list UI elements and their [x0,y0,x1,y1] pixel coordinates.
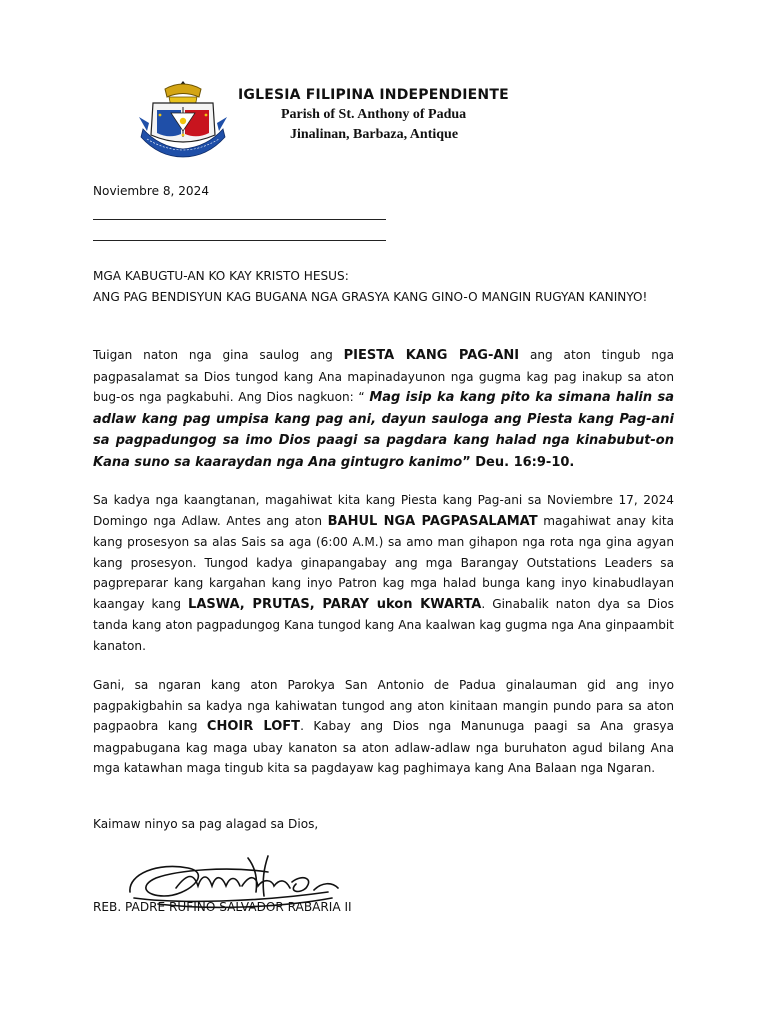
paragraph-text: . Kabay ang Dios nga Manunuga paagi sa Ana grasya magpabugana kag maga ubay kanaton sa aton adlaw-adlaw nga buruhaton agud bilang Ana mga katawhan maga tingub kita sa pagdayaw kag paghimaya kang Ana Balaan nga Ngaran. [93,719,675,775]
recipient-line [93,219,386,220]
letter-date: Noviembre 8, 2024 [93,184,210,198]
paragraph-text: . Ginabalik naton dya sa Dios tanda kang aton pagpadungog Kana tungod kang Ana kaalwan kag gugma nga Ana ginpaambit kanaton. [93,596,674,653]
paragraph-harvest-feast [93,345,674,473]
signatory-name: REB. PADRE RUFINO SALVADOR RABARIA II [93,900,352,914]
parish-location: Jinalinan, Barbaza, Antique [290,127,459,142]
feast-name: PIESTA KANG PAG-ANI [343,348,520,363]
paragraph-text: Gani, sa ngaran kang aton Parokya San Antonio de Padua ginalauman gid ang inyo pagpakigbahin sa kadya nga kahiwatan tungod ang aton kinitaan mangin pundo para sa aton pagpaobra kang [93,678,674,733]
thanksgiving-emphasis: BAHUL NGA PAGPASALAMAT [327,513,538,529]
scripture-quote: Mag isip ka kang pito ka simana halin sa adlaw kang pag umpisa kang pag ani, dayun sauloga ang Piesta kang Pag-ani sa pagpadungog sa imo Dios paagi sa pagdara kang halad nga kinabubut-on Kana suno sa kaaraydan nga Ana gintugro kanimo [93,390,674,470]
paragraph-choir-loft [93,675,674,779]
church-seal-logo [135,77,231,159]
greeting-block [93,266,674,307]
offerings-emphasis: LASWA, PRUTAS, PARAY ukon KWARTA [188,596,482,612]
recipient-line [93,240,386,241]
paragraph-text: ang aton tingub nga pagpasalamat sa Dios tungod kang Ana mapinadayunon nga gugma kag pag inakup sa aton bug-os nga pagkabuhi. Ang Dios nagkuon: “ [93,348,674,404]
paragraph-text: Tuigan naton nga gina saulog ang [93,348,344,362]
paragraph-procession [93,490,674,656]
paragraph-text: magahiwat anay kita kang prosesyon sa alas Sais sa aga (6:00 A.M.) sa amo man gihapon nga rota nga gina agyan kang prosesyon. Tungod kadya ginapangabay ang mga Barangay Outstations Leaders sa pagpreparar kang kargahan kang inyo Patron kag mga halad bunga kang inyo kinabudlayan kaangay kang [93,513,674,611]
closing-line: Kaimaw ninyo sa pag alagad sa Dios, [93,817,319,831]
blessing-line: ANG PAG BENDISYUN KAG BUGANA NGA GRASYA KANG GINO-O MANGIN RUGYAN KANINYO! [93,289,648,304]
scripture-reference: ” Deu. 16:9-10. [462,454,575,470]
parish-name: Parish of St. Anthony of Padua [281,107,467,122]
project-emphasis: CHOIR LOFT [206,719,301,734]
church-name: IGLESIA FILIPINA INDEPENDIENTE [238,87,509,103]
paragraph-text: Sa kadya nga kaangtanan, magahiwat kita kang Piesta kang Pag-ani sa Noviembre 17, 2024 Domingo nga Adlaw. Antes ang aton [93,493,674,528]
salutation: MGA KABUGTU-AN KO KAY KRISTO HESUS: [93,269,349,283]
